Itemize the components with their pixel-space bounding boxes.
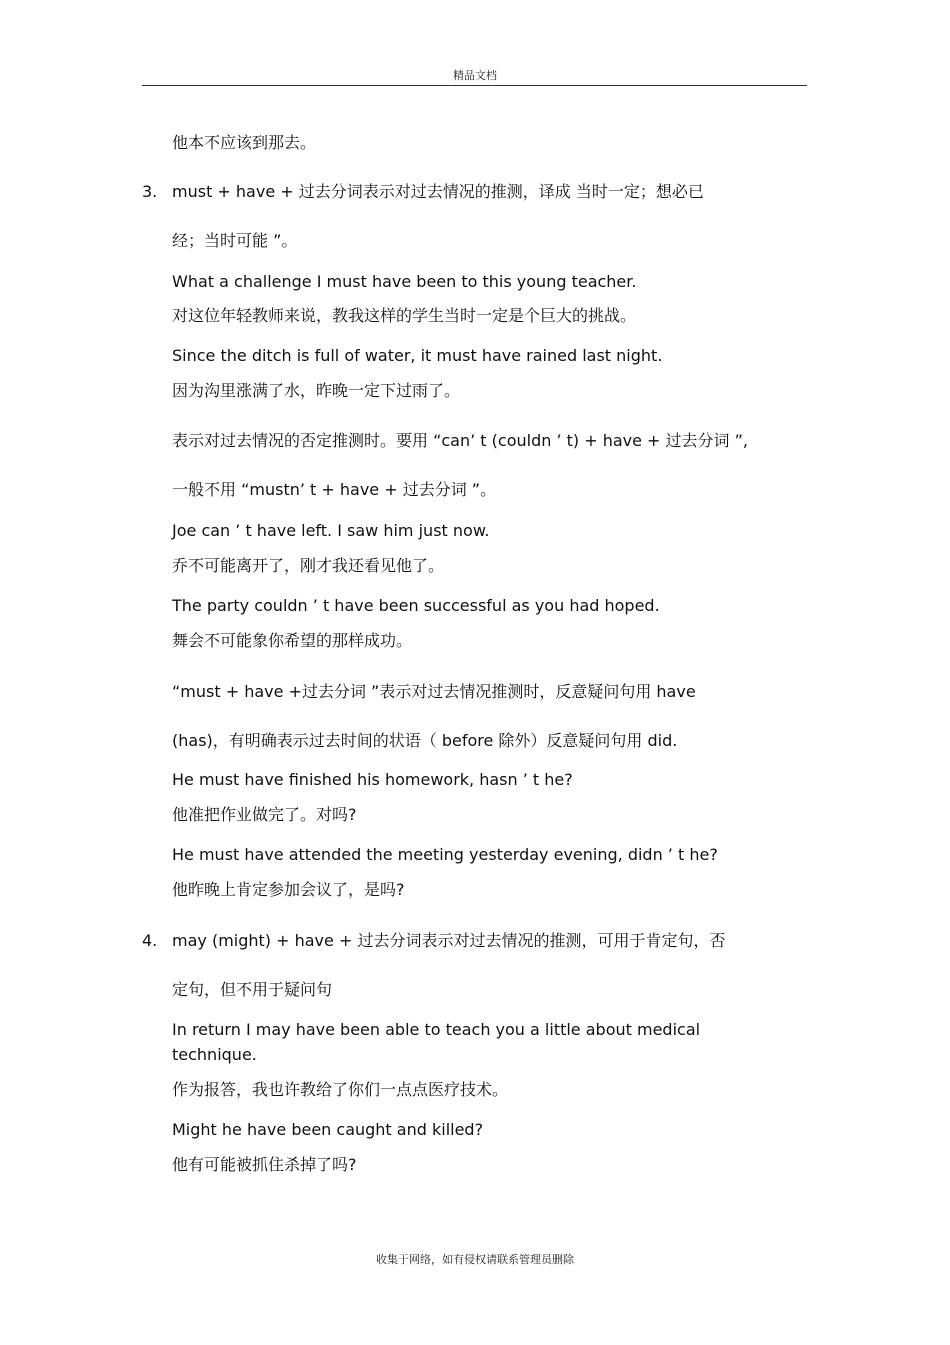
text-line: 表示对过去情况的否定推测时。要用 “can’ t (couldn ’ t) + have + 过去分词 ”, [172, 431, 749, 450]
header-rule [142, 85, 807, 86]
text-line: may (might) + have + 过去分词表示对过去情况的推测，可用于肯定句，否 [172, 931, 726, 950]
text-line: (has)，有明确表示过去时间的状语（ before 除外）反意疑问句用 did. [172, 731, 678, 750]
item-number: 4. [142, 931, 158, 950]
translation: 他有可能被抓住杀掉了吗? [172, 1155, 357, 1174]
example-sentence: In return I may have been able to teach you a little about medical [172, 1020, 701, 1039]
translation: 乔不可能离开了，刚才我还看见他了。 [172, 556, 445, 575]
text-line: 他本不应该到那去。 [172, 133, 317, 152]
example-sentence-cont: technique. [172, 1045, 257, 1064]
text-line: “must + have +过去分词 ”表示对过去情况推测时，反意疑问句用 have [172, 682, 696, 701]
text-line: must + have + 过去分词表示对过去情况的推测，译成 当时一定；想必已 [172, 182, 704, 201]
example-sentence: What a challenge I must have been to this young teacher. [172, 272, 637, 291]
page-footer: 收集于网络，如有侵权请联系管理员删除 [376, 1253, 574, 1266]
text-line: 经；当时可能 ”。 [172, 231, 298, 250]
example-sentence: The party couldn ’ t have been successful as you had hoped. [172, 596, 660, 615]
page-header: 精品文档 [453, 69, 497, 82]
example-sentence: Since the ditch is full of water, it must have rained last night. [172, 346, 663, 365]
translation: 舞会不可能象你希望的那样成功。 [172, 631, 413, 650]
item-number: 3. [142, 182, 158, 201]
example-sentence: He must have attended the meeting yesterday evening, didn ’ t he? [172, 845, 718, 864]
example-sentence: Joe can ’ t have left. I saw him just now. [172, 521, 490, 540]
text-line: 定句，但不用于疑问句 [172, 980, 333, 999]
translation: 作为报答，我也许教给了你们一点点医疗技术。 [172, 1080, 509, 1099]
translation: 对这位年轻教师来说，教我这样的学生当时一定是个巨大的挑战。 [172, 306, 637, 325]
translation: 他昨晚上肯定参加会议了，是吗? [172, 880, 405, 899]
example-sentence: Might he have been caught and killed? [172, 1120, 484, 1139]
example-sentence: He must have finished his homework, hasn ’ t he? [172, 770, 573, 789]
text-line: 一般不用 “mustn’ t + have + 过去分词 ”。 [172, 480, 497, 499]
translation: 因为沟里涨满了水，昨晚一定下过雨了。 [172, 381, 461, 400]
translation: 他准把作业做完了。对吗? [172, 805, 357, 824]
